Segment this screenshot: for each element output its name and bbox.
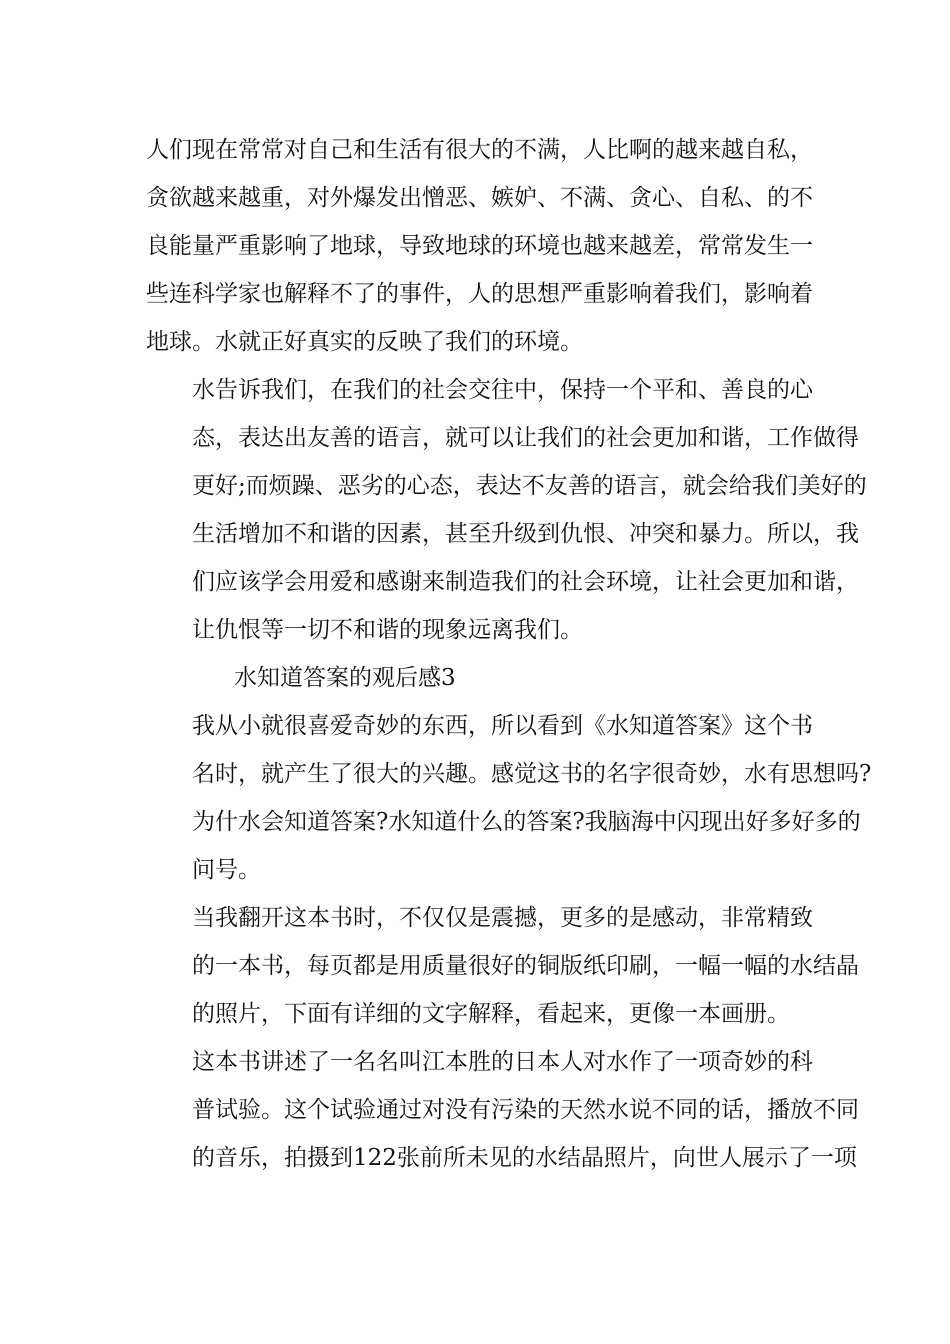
text-line: 地球。水就正好真实的反映了我们的环境。 xyxy=(146,329,583,355)
text-line: 的音乐，拍摄到122张前所未见的水结晶照片，向世人展示了一项 xyxy=(192,1145,857,1171)
text-line: 当我翻开这本书时，不仅仅是震撼，更多的是感动，非常精致 xyxy=(192,905,813,931)
text-line: 名时，就产生了很大的兴趣。感觉这书的名字很奇妙，水有思想吗? xyxy=(192,761,872,787)
text-line: 的照片，下面有详细的文字解释，看起来，更像一本画册。 xyxy=(192,1001,790,1027)
text-line: 更好;而烦躁、恶劣的心态，表达不友善的语言，就会给我们美好的 xyxy=(192,473,867,499)
paragraph xyxy=(146,702,872,894)
text-line: 良能量严重影响了地球，导致地球的环境也越来越差，常常发生一 xyxy=(146,233,813,259)
text-line: 生活增加不和谐的因素，甚至升级到仇恨、冲突和暴力。所以，我 xyxy=(192,521,859,547)
text-line: 态，表达出友善的语言，就可以让我们的社会更加和谐，工作做得 xyxy=(192,425,859,451)
text-line: 水告诉我们，在我们的社会交往中，保持一个平和、善良的心 xyxy=(192,377,813,403)
section-heading: 水知道答案的观后感3 xyxy=(234,665,456,691)
paragraph xyxy=(146,1038,859,1182)
paragraph xyxy=(146,894,859,1038)
text-line: 我从小就很喜爱奇妙的东西，所以看到《水知道答案》这个书 xyxy=(192,713,813,739)
paragraph xyxy=(146,126,813,366)
text-line: 让仇恨等一切不和谐的现象远离我们。 xyxy=(192,617,583,643)
text-line: 们应该学会用爱和感谢来制造我们的社会环境，让社会更加和谐， xyxy=(192,569,859,595)
text-line: 人们现在常常对自己和生活有很大的不满，人比啊的越来越自私， xyxy=(146,137,813,163)
text-line: 些连科学家也解释不了的事件，人的思想严重影响着我们，影响着 xyxy=(146,281,813,307)
paragraph xyxy=(146,366,867,654)
text-line: 的一本书，每页都是用质量很好的铜版纸印刷，一幅一幅的水结晶 xyxy=(192,953,859,979)
text-line: 普试验。这个试验通过对没有污染的天然水说不同的话，播放不同 xyxy=(192,1097,859,1123)
text-line: 贪欲越来越重，对外爆发出憎恶、嫉妒、不满、贪心、自私、的不 xyxy=(146,185,813,211)
text-line: 这本书讲述了一名名叫江本胜的日本人对水作了一项奇妙的科 xyxy=(192,1049,813,1075)
document-body xyxy=(146,126,872,1182)
text-line: 为什水会知道答案?水知道什么的答案?我脑海中闪现出好多好多的 xyxy=(192,809,861,835)
text-line: 问号。 xyxy=(192,857,261,883)
